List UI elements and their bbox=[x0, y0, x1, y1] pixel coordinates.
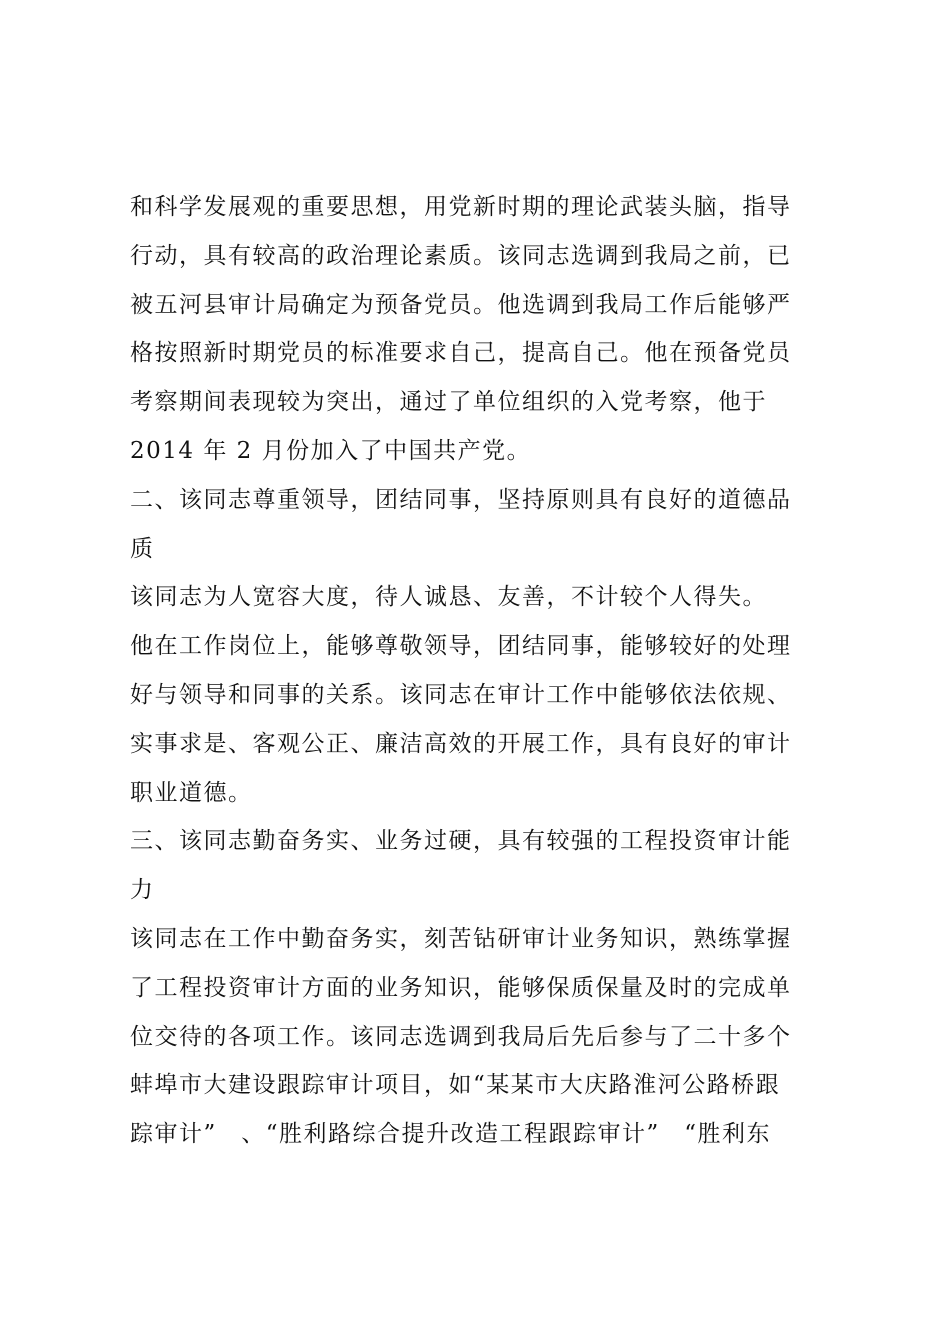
section-heading-line: 质 bbox=[130, 535, 155, 562]
text-line: 位交待的各项工作。该同志选调到我局后先后参与了二十多个 bbox=[130, 1023, 792, 1050]
section-heading-line: 二、该同志尊重领导，团结同事，坚持原则具有良好的道德品 bbox=[130, 486, 792, 513]
text-line: 被五河县审计局确定为预备党员。他选调到我局工作后能够严 bbox=[130, 291, 792, 318]
text-line: 格按照新时期党员的标准要求自己，提高自己。他在预备党员 bbox=[130, 340, 792, 367]
section-heading-line: 三、该同志勤奋务实、业务过硬，具有较强的工程投资审计能 bbox=[130, 828, 792, 855]
text-line: 好与领导和同事的关系。该同志在审计工作中能够依法依规、 bbox=[130, 681, 792, 708]
text-line: 实事求是、客观公正、廉洁高效的开展工作，具有良好的审计 bbox=[130, 730, 792, 757]
text-line: 踪审计” 、“胜利路综合提升改造工程跟踪审计” “胜利东 bbox=[130, 1121, 772, 1148]
text-line: 和科学发展观的重要思想，用党新时期的理论武装头脑，指导 bbox=[130, 194, 792, 220]
text-line: 行动，具有较高的政治理论素质。该同志选调到我局之前，已 bbox=[130, 242, 792, 269]
text-line: 考察期间表现较为突出，通过了单位组织的入党考察，他于 bbox=[130, 389, 767, 416]
text-line: 他在工作岗位上，能够尊敬领导，团结同事，能够较好的处理 bbox=[130, 633, 792, 660]
text-line: 职业道德。 bbox=[130, 779, 253, 806]
text-line: 蚌埠市大建设跟踪审计项目，如“某某市大庆路淮河公路桥跟 bbox=[130, 1072, 781, 1099]
text-line: 该同志在工作中勤奋务实，刻苦钻研审计业务知识，熟练掌握 bbox=[130, 925, 792, 952]
text-line: 了工程投资审计方面的业务知识，能够保质保量及时的完成单 bbox=[130, 974, 792, 1001]
text-line: 2014 年 2 月份加入了中国共产党。 bbox=[130, 437, 532, 464]
section-heading-line: 力 bbox=[130, 877, 155, 904]
text-line: 该同志为人宽容大度，待人诚恳、友善，不计较个人得失。 bbox=[130, 584, 767, 611]
document-body bbox=[130, 183, 820, 1159]
